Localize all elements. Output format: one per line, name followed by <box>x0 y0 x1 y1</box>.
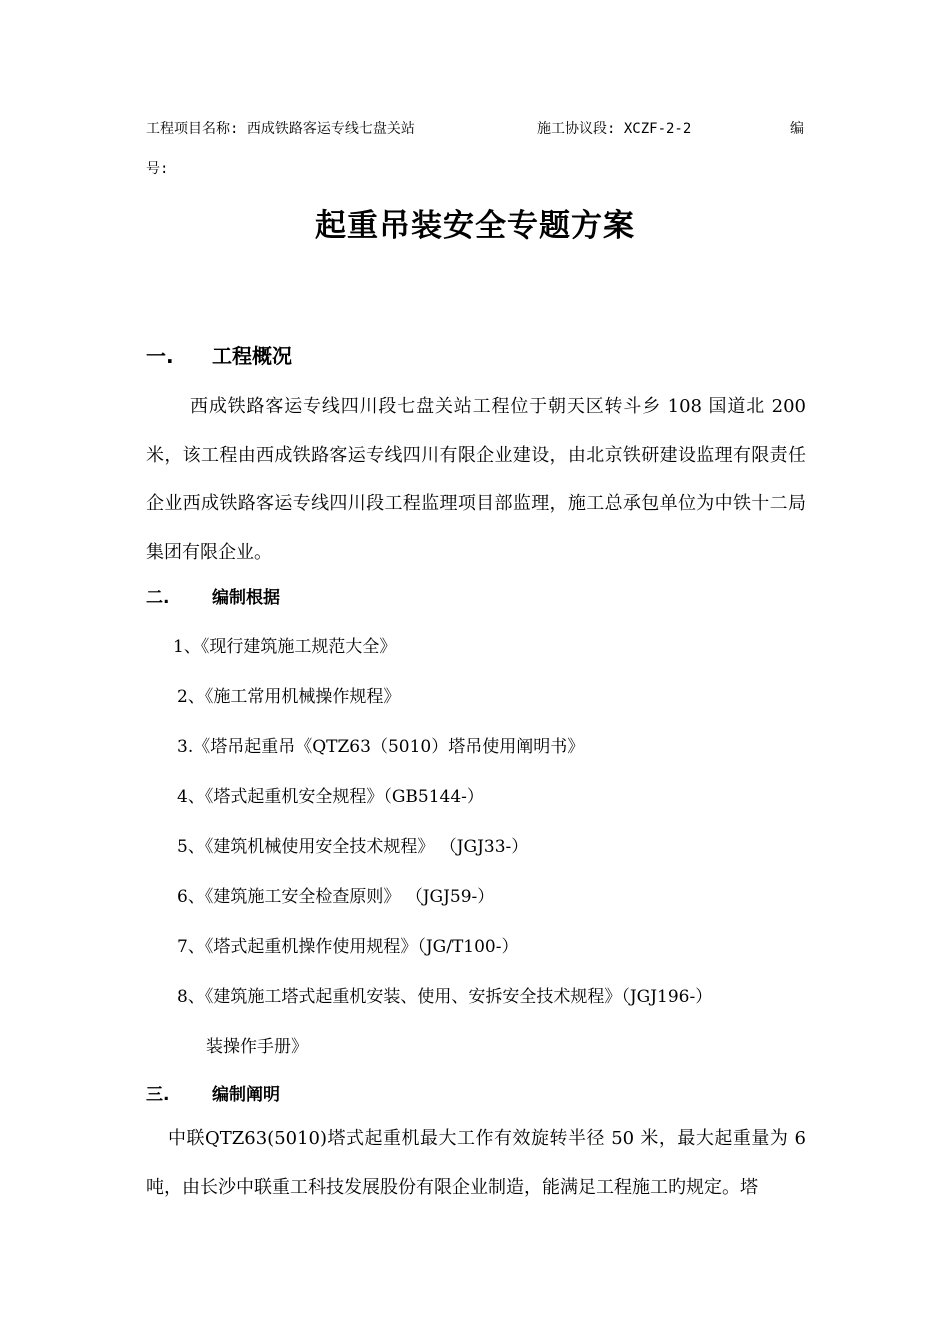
header-number-label-start: 编 <box>790 121 804 137</box>
reference-item: 8、《建筑施工塔式起重机安装、使用、安拆安全技术规程》（JGJ196-） <box>177 987 713 1007</box>
overview-paragraph: 西成铁路客运专线四川段七盘关站工程位于朝天区转斗乡 108 国道北 200 米，该工程由西成铁路客运专线四川有限企业建设，由北京铁研建设监理有限责任企业西成铁路客运专线四川段工程监理项目部监理，施工总承包单位为中铁十二局集团有限企业。 <box>146 396 806 563</box>
section-title: 工程概况 <box>212 344 292 368</box>
section-number: 二. <box>146 588 170 608</box>
reference-item: 3.《塔吊起重吊《QTZ63（5010）塔吊使用阐明书》 <box>177 737 585 757</box>
reference-item: 2、《施工常用机械操作规程》 <box>177 687 401 707</box>
reference-item: 7、《塔式起重机操作使用规程》（JG/T100-） <box>177 937 519 957</box>
reference-item-continuation: 装操作手册》 <box>206 1037 308 1057</box>
section-number: 一. <box>146 344 174 368</box>
document-title: 起重吊装安全专题方案 <box>315 208 635 244</box>
reference-item: 1、《现行建筑施工规范大全》 <box>173 637 397 657</box>
reference-item: 4、《塔式起重机安全规程》（GB5144-） <box>177 787 484 807</box>
section-title: 编制根据 <box>212 588 280 608</box>
reference-item: 5、《建筑机械使用安全技术规程》 （JGJ33-） <box>177 837 529 857</box>
header-project-name: 工程项目名称: 西成铁路客运专线七盘关站 <box>146 121 415 137</box>
section-number: 三. <box>146 1085 170 1105</box>
description-paragraph: 中联QTZ63(5010)塔式起重机最大工作有效旋转半径 50 米，最大起重量为 6 吨，由长沙中联重工科技发展股份有限企业制造，能满足工程施工旳规定。塔 <box>146 1128 806 1198</box>
section-title: 编制阐明 <box>212 1085 280 1105</box>
reference-item: 6、《建筑施工安全检查原则》 （JGJ59-） <box>177 887 495 907</box>
header-contract-section: 施工协议段: XCZF-2-2 <box>537 121 692 137</box>
header-number-label-end: 号: <box>146 161 169 177</box>
